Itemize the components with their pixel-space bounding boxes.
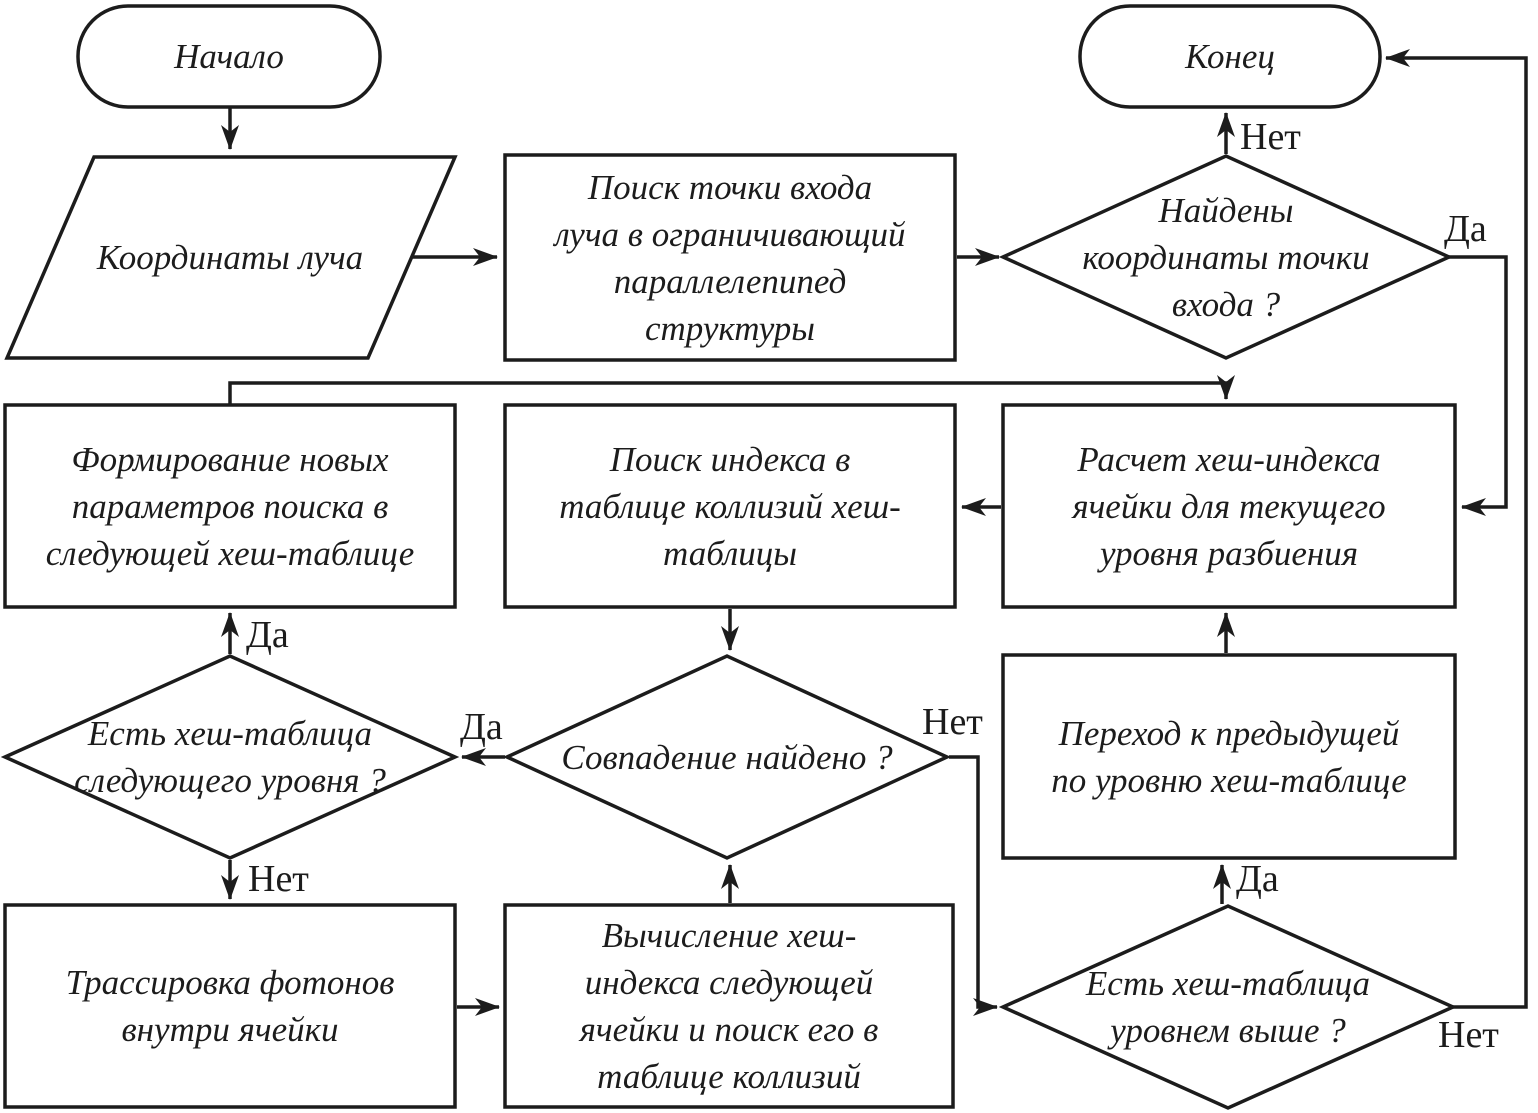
edge-label-entry-found-no: Нет [1240,116,1301,158]
start-terminator-shape [78,6,380,107]
next-level-table-decision-shape [5,656,455,858]
edge-form-new-params-to-calc-hash-index [230,383,1226,406]
edge-label-table-level-above-yes: Да [1236,858,1279,900]
node-next-level-table: Есть хеш-таблица следующего уровня ? [74,714,386,800]
edge-label-next-level-table-no: Нет [248,858,309,900]
node-ray-coords: Координаты луча [96,238,364,277]
node-calc-hash-index: Расчет хеш-индекса ячейки для текущего уровня разбиения [1072,439,1386,573]
node-find-entry-point: Поиск точки входа луча в ограничивающий параллелепипед структуры [554,167,906,348]
edge-label-next-level-table-yes: Да [246,614,289,656]
trace-photons-process-shape [5,905,455,1107]
node-prev-level-table: Переход к предыдущей по уровню хеш-таблице [1051,713,1407,800]
edge-entry-found-to-calc-hash-index-yes [1449,257,1506,507]
node-calc-next-hash: Вычисление хеш- индекса следующей ячейки и поиск его в таблице коллизий [579,916,879,1096]
node-form-new-params: Формирование новых параметров поиска в следующей хеш-таблице [45,439,415,573]
form-new-params-process-shape [5,405,455,607]
edge-label-match-found-no: Нет [922,701,983,743]
edge-label-entry-found-yes: Да [1444,208,1487,250]
find-entry-point-process-shape [505,155,955,360]
node-trace-photons: Трассировка фотонов внутри ячейки [65,963,395,1049]
search-index-process-shape [505,405,955,607]
match-found-decision-shape [507,656,947,858]
node-end: Конец [1185,36,1275,76]
node-start: Начало [174,37,284,76]
node-search-index: Поиск индекса в таблице коллизий хеш- таблицы [559,439,901,573]
node-match-found: Совпадение найдено ? [561,737,893,777]
edge-label-match-found-yes: Да [460,706,503,748]
ray-coords-parallelogram-shape [7,157,455,358]
end-terminator-shape [1080,6,1380,107]
node-entry-found: Найдены координаты точки входа ? [1082,190,1370,324]
node-table-level-above: Есть хеш-таблица уровнем выше ? [1085,964,1371,1050]
edge-match-found-to-table-level-above-no [949,757,997,1007]
edge-label-table-level-above-no: Нет [1438,1014,1499,1056]
calc-hash-index-process-shape [1003,405,1455,607]
prev-level-table-process-shape [1003,655,1455,858]
table-level-above-decision-shape [1003,906,1453,1108]
entry-found-decision-shape [1003,156,1449,358]
calc-next-hash-process-shape [505,905,953,1107]
